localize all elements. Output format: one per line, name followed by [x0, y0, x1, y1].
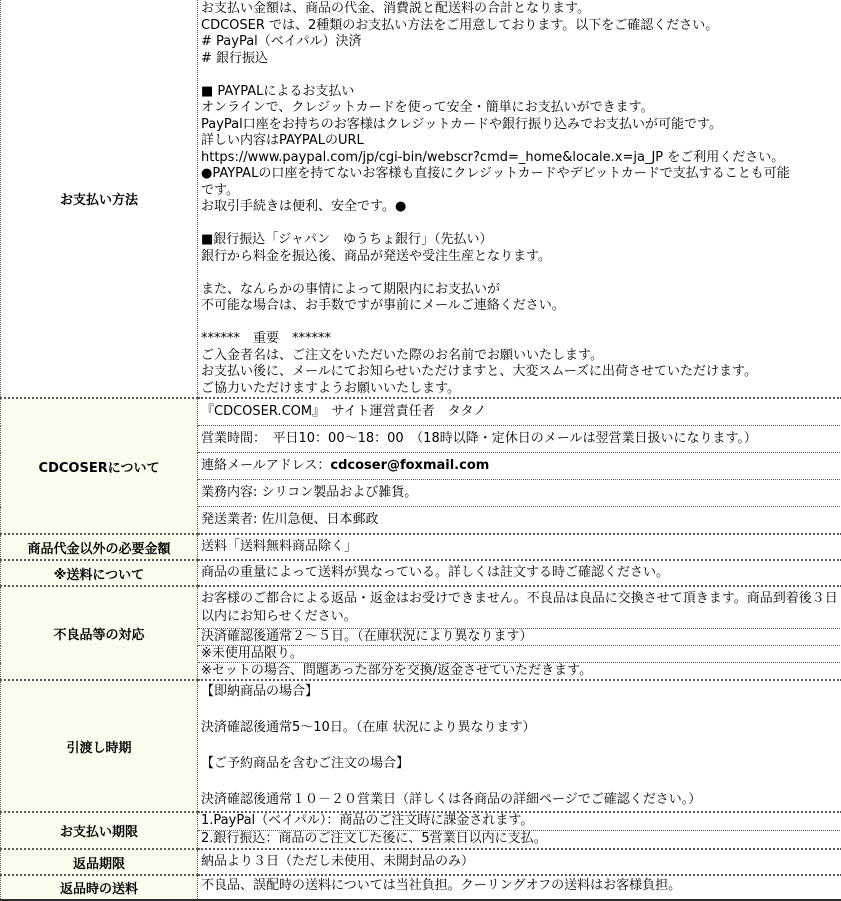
table-row-about-cdcoser-1 — [1, 398, 841, 426]
shipping-note-content: 商品の重量によって送料が異なっている。詳しくは註文する時ご確認ください。 — [198, 560, 841, 586]
table-row-delivery-time — [1, 680, 841, 812]
shop-info-table-body — [1, 0, 841, 900]
contact-email: cdcoser@foxmail.com — [330, 458, 489, 473]
row-header-extra-charges: 商品代金以外の必要金額 — [1, 534, 198, 560]
row-header-delivery-time: 引渡し時期 — [1, 680, 198, 812]
row-header-about-cdcoser: CDCOSERについて — [1, 398, 198, 534]
payment-deadline-content-1: 1.PayPal（ベイパル）：商品のご注文時に課金されます。 — [198, 812, 841, 831]
defective-items-content-3: ※未使用品限り。 — [198, 646, 841, 663]
table-row-payment-method — [1, 0, 841, 398]
row-header-return-deadline: 返品期限 — [1, 849, 198, 875]
table-row-return-deadline — [1, 849, 841, 875]
about-cdcoser-content-2: 営業時間： 平日10：00～18：00 （18時以降・定休日のメールは翌営業日扱いになります。） — [198, 426, 841, 453]
defective-items-content-2: 決済確認後通常２～５日。（在庫状況により異なります） — [198, 629, 841, 646]
row-header-payment-deadline: お支払い期限 — [1, 812, 198, 849]
about-cdcoser-content-3: 連絡メールアドレス：cdcoser@foxmail.com — [198, 453, 841, 480]
defective-items-content-1: お客様のご都合による返品・返金はお受けできません。不良品は良品に交換させて頂きます。商品到着後３日以内にお知らせください。 — [198, 586, 841, 629]
row-header-shipping-note: ※送料について — [1, 560, 198, 586]
table-row-return-shipping — [1, 875, 841, 900]
about-cdcoser-content-1: 『CDCOSER.COM』 サイト運営責任者 タタノ — [198, 398, 841, 426]
extra-charges-content: 送料「送料無料商品除く」 — [198, 534, 841, 560]
table-row-extra-charges — [1, 534, 841, 560]
return-shipping-content: 不良品、誤配時の送料については当社負担。クーリングオフの送料はお客様負担。 — [198, 875, 841, 900]
delivery-time-content: 【即納商品の場合】 決済確認後通常5～10日。（在庫 状況により異なります） 【ご予約商品を含むご注文の場合】 決済確認後通常１０－２０営業日（詳しくは各商品の詳細ページでご確認ください。） — [198, 680, 841, 812]
table-row-defective-items-1 — [1, 586, 841, 629]
return-deadline-content: 納品より３日（ただし未使用、未開封品のみ） — [198, 849, 841, 875]
payment-method-content: お支払い金額は、商品の代金、消費説と配送料の合計となります。 CDCOSER では、2種類のお支払い方法をご用意しております。以下をご確認ください。 # PayPal（ベイパル）決済 # 銀行振込 ■ PAYPALによるお支払い オンラインで、クレジットカードを使って安全・簡単にお支払いができます。 PayPal口座をお持ちのお客様はクレジットカードや銀行振り込みでお支払いが可能です。 詳しい内容はPAYPALのURL https://www.paypal.com/jp/cgi-bin/webscr?cmd=_home&locale.x=ja_JP をご利用ください。 ●PAYPALの口座を持てないお客様も直接にクレジットカードやデビットカードで支払することも可能 です。 お取引手続きは便利、安全です。● ■銀行振込「ジャパン ゆうちょ銀行」（先払い） 銀行から料金を振込後、商品が発送や受注生産となります。 また、なんらかの事情によって期限内にお支払いが 不可能な場合は、お手数ですが事前にメールご連絡ください。 ****** 重要 ****** ご入金者名は、ご注文をいただいた際のお名前でお願いいたします。 お支払い後に、メールにてお知らせいただけますと、大変スムーズに出荷させていただけます。 ご協力いただけますようお願いいたします。 — [198, 0, 841, 398]
row-header-defective-items: 不良品等の対応 — [1, 586, 198, 680]
row-header-payment-method: お支払い方法 — [1, 0, 198, 398]
row-header-return-shipping: 返品時の送料 — [1, 875, 198, 900]
about-cdcoser-content-4: 業務内容: シリコン製品および雑貨。 — [198, 480, 841, 507]
defective-items-content-4: ※セットの場合、問題あった部分を交換/返金させていただきます。 — [198, 663, 841, 681]
table-row-payment-deadline-1 — [1, 812, 841, 831]
about-cdcoser-content-5: 発送業者: 佐川急便、日本郵政 — [198, 507, 841, 535]
payment-deadline-content-2: 2.銀行振込：商品のご注文した後に、5営業日以内に支払。 — [198, 831, 841, 850]
table-row-shipping-note — [1, 560, 841, 586]
